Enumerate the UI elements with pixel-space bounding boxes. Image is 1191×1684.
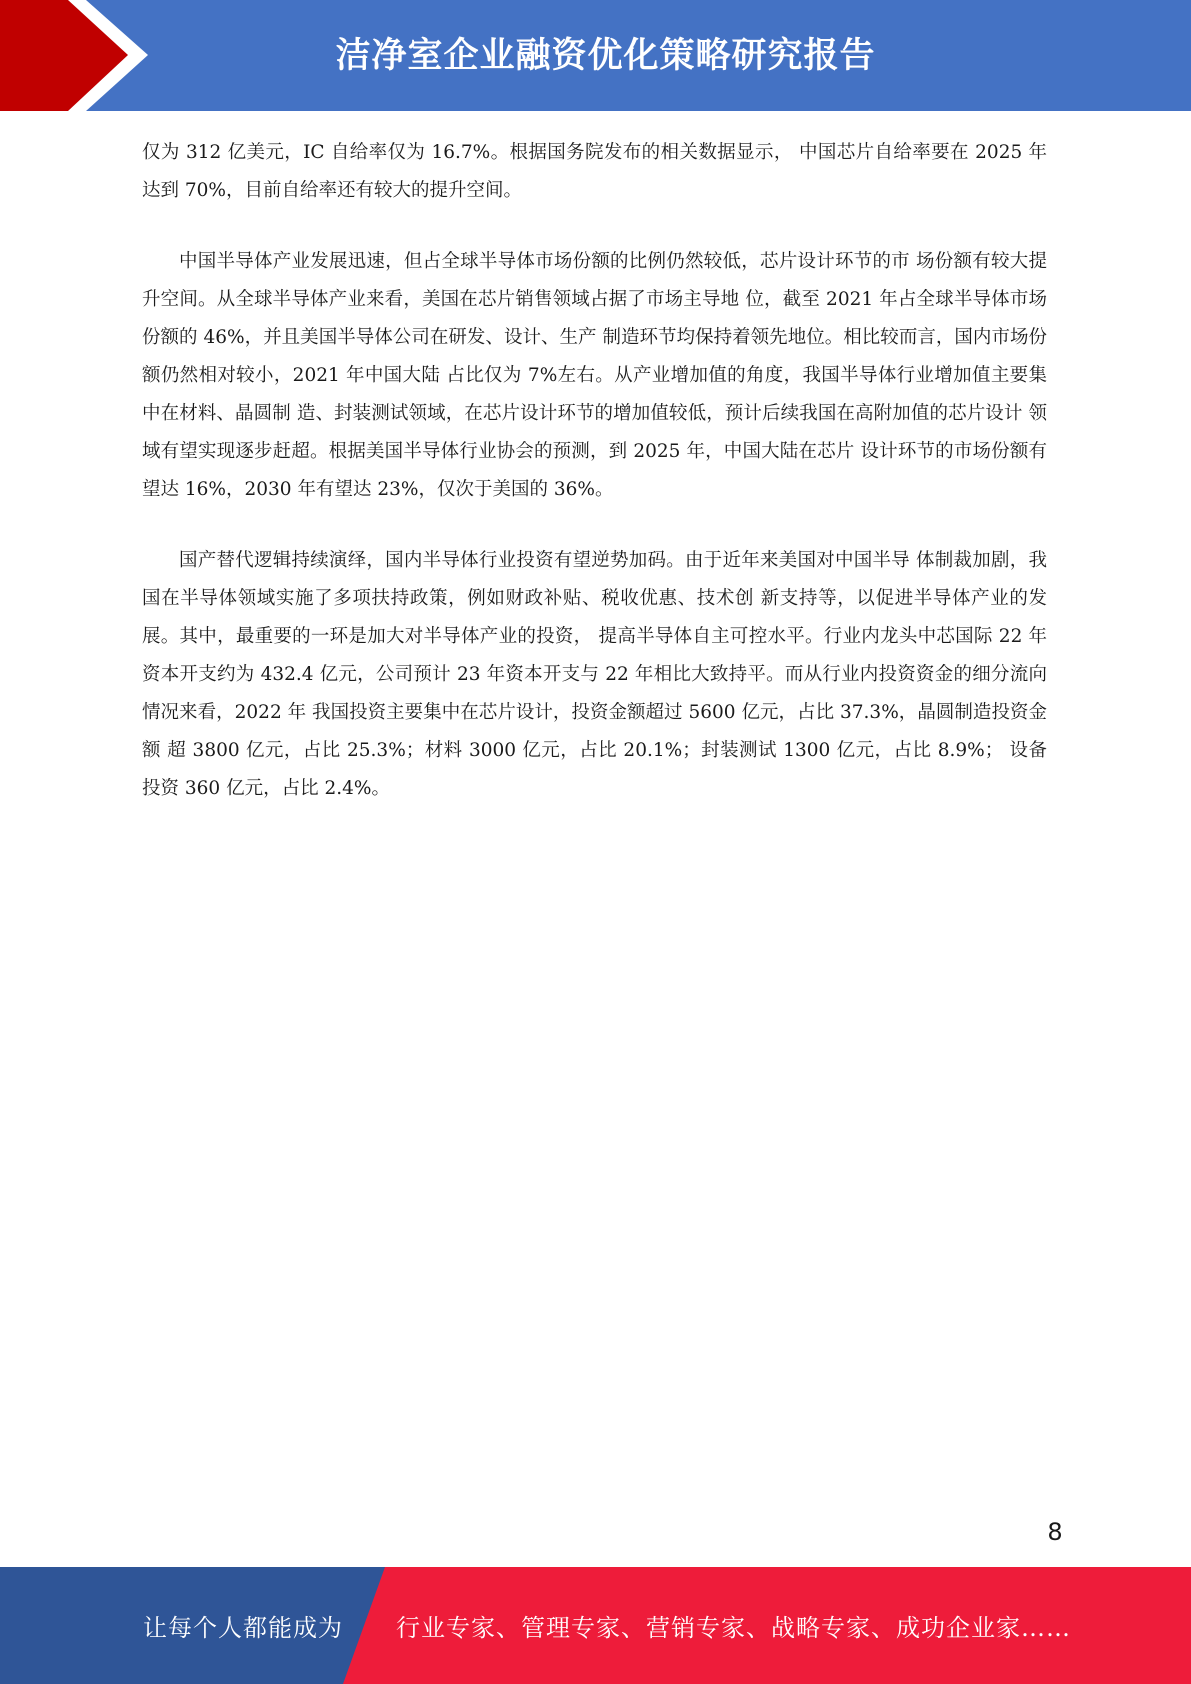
footer-slogan-left: 让每个人都能成为: [143, 1614, 343, 1642]
page-number: 8: [1047, 1518, 1063, 1546]
body-text: [142, 134, 1047, 841]
paragraph-1: 仅为 312 亿美元，IC 自给率仅为 16.7%。根据国务院发布的相关数据显示， 中国芯片自给率要在 2025 年达到 70%，目前自给率还有较大的提升空间。: [142, 142, 1047, 201]
paragraph-2: 中国半导体产业发展迅速，但占全球半导体市场份额的比例仍然较低，芯片设计环节的市 场份额有较大提升空间。从全球半导体产业来看，美国在芯片销售领域占据了市场主导地 位，截至 2021 年占全球半导体市场份额的 46%，并且美国半导体公司在研发、设计、生产 制造环节均保持着领先地位。相比较而言，国内市场份额仍然相对较小，2021 年中国大陆 占比仅为 7%左右。从产业增加值的角度，我国半导体行业增加值主要集中在材料、晶圆制 造、封装测试领域，在芯片设计环节的增加值较低，预计后续我国在高附加值的芯片设计 领域有望实现逐步赶超。根据美国半导体行业协会的预测，到 2025 年，中国大陆在芯片 设计环节的市场份额有望达 16%，2030 年有望达 23%，仅次于美国的 36%。: [142, 251, 1047, 500]
footer-slogan-right: 行业专家、管理专家、营销专家、战略专家、成功企业家……: [396, 1614, 1071, 1642]
page-footer: [0, 1567, 1191, 1684]
paragraph-3: 国产替代逻辑持续演绎，国内半导体行业投资有望逆势加码。由于近年来美国对中国半导 体制裁加剧，我国在半导体领域实施了多项扶持政策，例如财政补贴、税收优惠、技术创 新支持等，以促进半导体产业的发展。其中，最重要的一环是加大对半导体产业的投资， 提高半导体自主可控水平。行业内龙头中芯国际 22 年资本开支约为 432.4 亿元，公司预计 23 年资本开支与 22 年相比大致持平。而从行业内投资资金的细分流向情况来看，2022 年 我国投资主要集中在芯片设计，投资金额超过 5600 亿元，占比 37.3%，晶圆制造投资金额 超 3800 亿元，占比 25.3%；材料 3000 亿元，占比 20.1%；封装测试 1300 亿元，占比 8.9%； 设备投资 360 亿元，占比 2.4%。: [142, 550, 1047, 799]
report-title: 洁净室企业融资优化策略研究报告: [335, 36, 876, 76]
page-header: [0, 0, 1191, 111]
